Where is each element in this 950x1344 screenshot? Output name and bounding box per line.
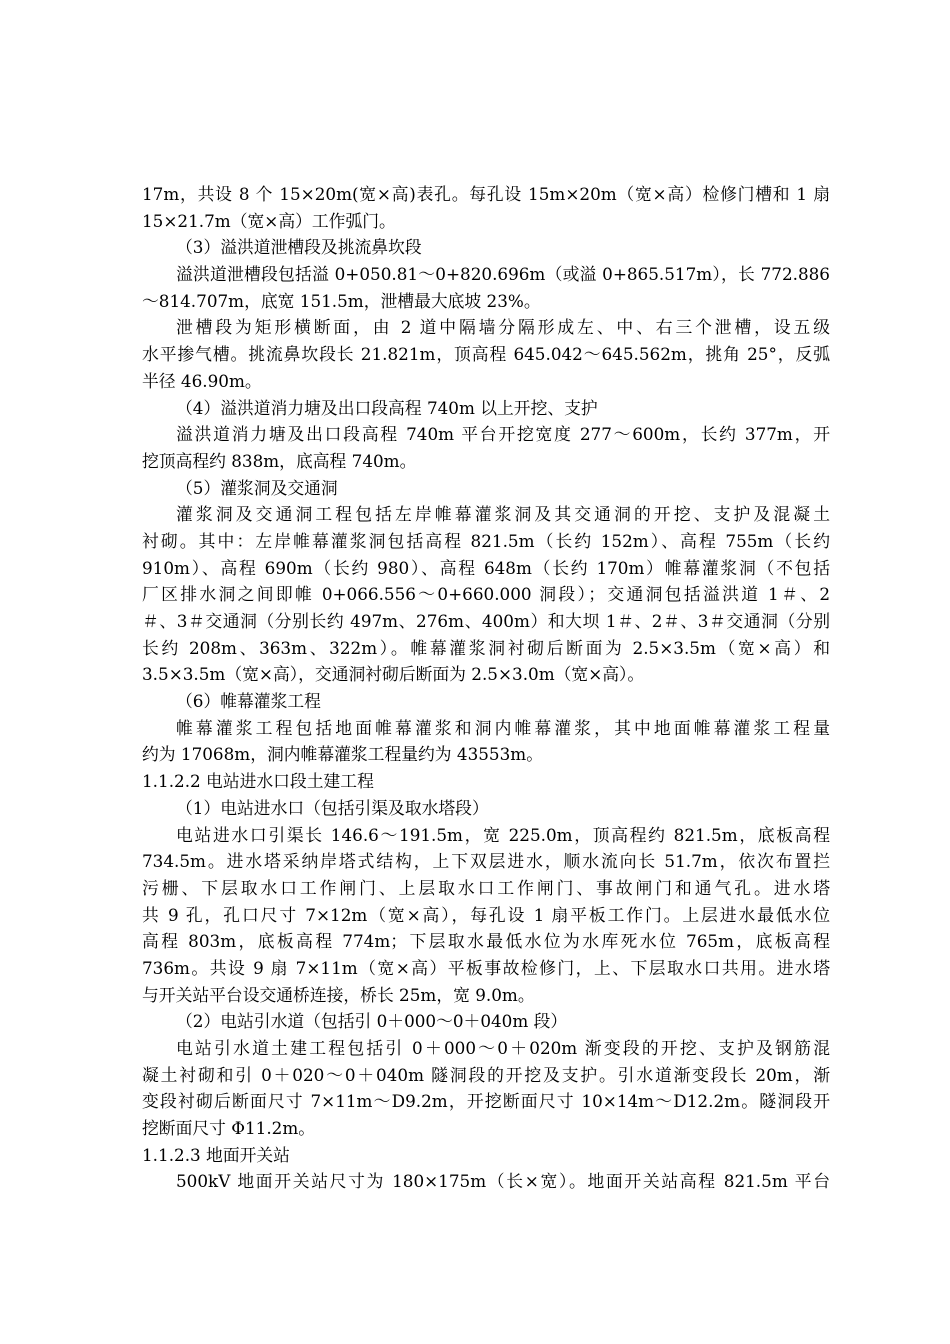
text-line: 1.1.2.2 电站进水口段土建工程	[142, 771, 374, 792]
text-line: 挖顶高程约 838m，底高程 740m。	[142, 450, 417, 471]
text-line: 15×21.7m（宽×高）工作弧门。	[142, 210, 396, 231]
text-line: 溢洪道消力塘及出口段高程 740m 平台开挖宽度 277～600m，长约 377m，开	[176, 424, 830, 445]
text-line: 高程 803m，底板高程 774m；下层取水最低水位为水库死水位 765m，底板高程	[142, 931, 830, 952]
text-line: 污栅、下层取水口工作闸门、上层取水口工作闸门、事故闸门和通气孔。进水塔	[142, 877, 830, 898]
text-line: 厂区排水洞之间即帷 0+066.556～0+660.000 洞段）；交通洞包括溢洪道 1＃、2	[142, 584, 830, 605]
text-line: 电站进水口引渠长 146.6～191.5m，宽 225.0m，顶高程约 821.5m，底板高程	[176, 824, 830, 845]
text-line: 水平掺气槽。挑流鼻坎段长 21.821m，顶高程 645.042～645.562m，挑角 25°，反弧	[142, 344, 830, 365]
text-line: 衬砌。其中：左岸帷幕灌浆洞包括高程 821.5m（长约 152m）、高程 755m（长约	[142, 530, 830, 551]
text-line: 泄槽段为矩形横断面，由 2 道中隔墙分隔形成左、中、右三个泄槽，设五级	[176, 317, 830, 338]
text-line: 734.5m。进水塔采纳岸塔式结构，上下双层进水，顺水流向长 51.7m，依次布置拦	[142, 851, 830, 872]
text-line: 910m）、高程 690m（长约 980）、高程 648m（长约 170m）帷幕灌浆洞（不包括	[142, 557, 830, 578]
text-line: 变段衬砌后断面尺寸 7×11m～D9.2m，开挖断面尺寸 10×14m～D12.2m。隧洞段开	[142, 1091, 830, 1112]
text-line: 736m。共设 9 扇 7×11m（宽×高）平板事故检修门，上、下层取水口共用。进水塔	[142, 957, 830, 978]
text-line: （1）电站进水口（包括引渠及取水塔段）	[176, 797, 489, 818]
text-line: ～814.707m，底宽 151.5m，泄槽最大底坡 23%。	[142, 290, 541, 311]
text-line: 共 9 孔，孔口尺寸 7×12m（宽×高），每孔设 1 扇平板工作门。上层进水最低水位	[142, 904, 830, 925]
text-line: 凝土衬砌和引 0＋020～0＋040m 隧洞段的开挖及支护。引水道渐变段长 20m，渐	[142, 1064, 830, 1085]
text-line: 17m，共设 8 个 15×20m(宽×高)表孔。每孔设 15m×20m（宽×高）检修门槽和 1 扇	[142, 184, 830, 204]
document-body	[142, 181, 830, 1195]
text-line: 约为 17068m，洞内帷幕灌浆工程量约为 43553m。	[142, 744, 543, 765]
text-line: 500kV 地面开关站尺寸为 180×175m（长×宽）。地面开关站高程 821.5m 平台	[176, 1171, 830, 1192]
text-line: 灌浆洞及交通洞工程包括左岸帷幕灌浆洞及其交通洞的开挖、支护及混凝土	[176, 504, 830, 525]
text-line: ＃、3＃交通洞（分别长约 497m、276m、400m）和大坝 1＃、2＃、3＃交通洞（分别	[142, 611, 830, 631]
text-line: （6）帷幕灌浆工程	[176, 691, 321, 712]
text-line: （3）溢洪道泄槽段及挑流鼻坎段	[176, 237, 422, 258]
text-line: 电站引水道土建工程包括引 0＋000～0＋020m 渐变段的开挖、支护及钢筋混	[176, 1038, 830, 1058]
text-line: 溢洪道泄槽段包括溢 0+050.81～0+820.696m（或溢 0+865.517m），长 772.886	[176, 264, 830, 285]
text-line: （4）溢洪道消力塘及出口段高程 740m 以上开挖、支护	[176, 397, 598, 418]
text-line: 与开关站平台设交通桥连接，桥长 25m，宽 9.0m。	[142, 984, 535, 1005]
text-line: 挖断面尺寸 Φ11.2m。	[142, 1118, 316, 1139]
text-line: （5）灌浆洞及交通洞	[176, 477, 338, 498]
text-line: （2）电站引水道（包括引 0＋000～0＋040m 段）	[176, 1011, 568, 1032]
text-line: 帷幕灌浆工程包括地面帷幕灌浆和洞内帷幕灌浆，其中地面帷幕灌浆工程量	[176, 717, 830, 738]
text-line: 长约 208m、363m、322m）。帷幕灌浆洞衬砌后断面为 2.5×3.5m（宽×高）和	[142, 637, 830, 658]
text-line: 1.1.2.3 地面开关站	[142, 1144, 290, 1165]
text-line: 半径 46.90m。	[142, 370, 262, 391]
text-line: 3.5×3.5m（宽×高），交通洞衬砌后断面为 2.5×3.0m（宽×高）。	[142, 664, 645, 685]
